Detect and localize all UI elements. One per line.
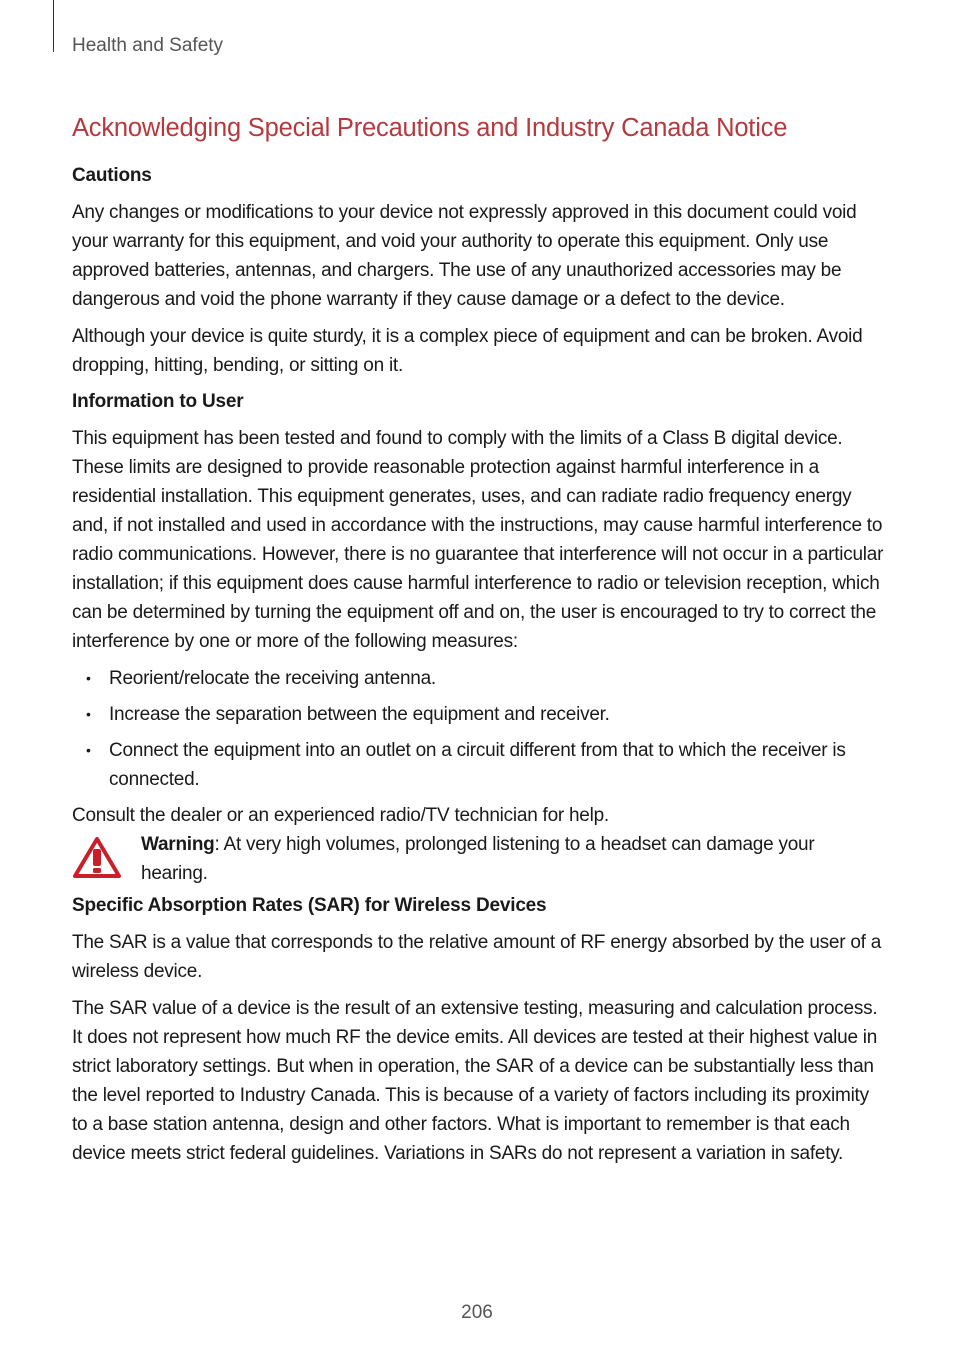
sar-paragraph-1: The SAR is a value that corresponds to the relative amount of RF energy absorbed by the user of a wireless device. <box>72 932 882 982</box>
margin-rule <box>53 0 54 52</box>
bullet-glyph: • <box>86 670 91 686</box>
info-to-user-heading: Information to User <box>72 391 244 412</box>
list-item-text: Connect the equipment into an outlet on a circuit different from that to which the receiver is connected. <box>109 740 846 790</box>
info-to-user-paragraph: This equipment has been tested and found to comply with the limits of a Class B digital device. These limits are designed to provide reasonable protection against harmful interference in a residential installation. This equipment generates, uses, and can radiate radio frequency energy and, if not installed and used in accordance with the instructions, may cause harmful interference to radio communications. However, there is no guarantee that interference will not occur in a particular installation; if this equipment does cause harmful interference to radio or television reception, which can be determined by turning the equipment off and on, the user is encouraged to try to correct the interference by one or more of the following measures: <box>72 428 884 652</box>
running-header: Health and Safety <box>72 35 224 56</box>
warning-label: Warning <box>141 834 215 855</box>
cautions-paragraph-1: Any changes or modifications to your device not expressly approved in this document could void your warranty for this equipment, and void your authority to operate this equipment. Only use approved batteries, antennas, and chargers. The use of any unauthorized accessories may be dangerous and void the phone warranty if they cause damage or a defect to the device. <box>72 202 857 310</box>
list-item-text: Reorient/relocate the receiving antenna. <box>109 668 436 689</box>
list-item <box>72 700 884 729</box>
cautions-heading: Cautions <box>72 165 152 186</box>
sar-paragraph-2: The SAR value of a device is the result of an extensive testing, measuring and calculation process. It does not represent how much RF the device emits. All devices are tested at their highest value in strict laboratory settings. But when in operation, the SAR of a device can be substantially less than the level reported to Industry Canada. This is because of a variety of factors including its proximity to a base station antenna, design and other factors. What is important to remember is that each device meets strict federal guidelines. Variations in SARs do not represent a variation in safety. <box>72 998 878 1164</box>
cautions-paragraph-2: Although your device is quite sturdy, it is a complex piece of equipment and can be broken. Avoid dropping, hitting, bending, or sitting on it. <box>72 326 863 376</box>
list-item <box>72 664 884 693</box>
warning-body: : At very high volumes, prolonged listening to a headset can damage your hearing. <box>141 834 815 884</box>
list-item <box>72 736 884 794</box>
section-title: Acknowledging Special Precautions and Industry Canada Notice <box>72 114 788 142</box>
warning-triangle-icon <box>72 836 122 880</box>
consult-dealer-text: Consult the dealer or an experienced radio/TV technician for help. <box>72 805 609 826</box>
measures-list <box>72 664 884 794</box>
sar-heading: Specific Absorption Rates (SAR) for Wireless Devices <box>72 895 547 916</box>
page-content <box>72 110 884 1176</box>
warning-text <box>141 830 884 888</box>
warning-note <box>72 830 884 888</box>
bullet-glyph: • <box>86 706 91 722</box>
bullet-glyph: • <box>86 742 91 758</box>
list-item-text: Increase the separation between the equipment and receiver. <box>109 704 610 725</box>
page-number: 206 <box>461 1302 493 1323</box>
